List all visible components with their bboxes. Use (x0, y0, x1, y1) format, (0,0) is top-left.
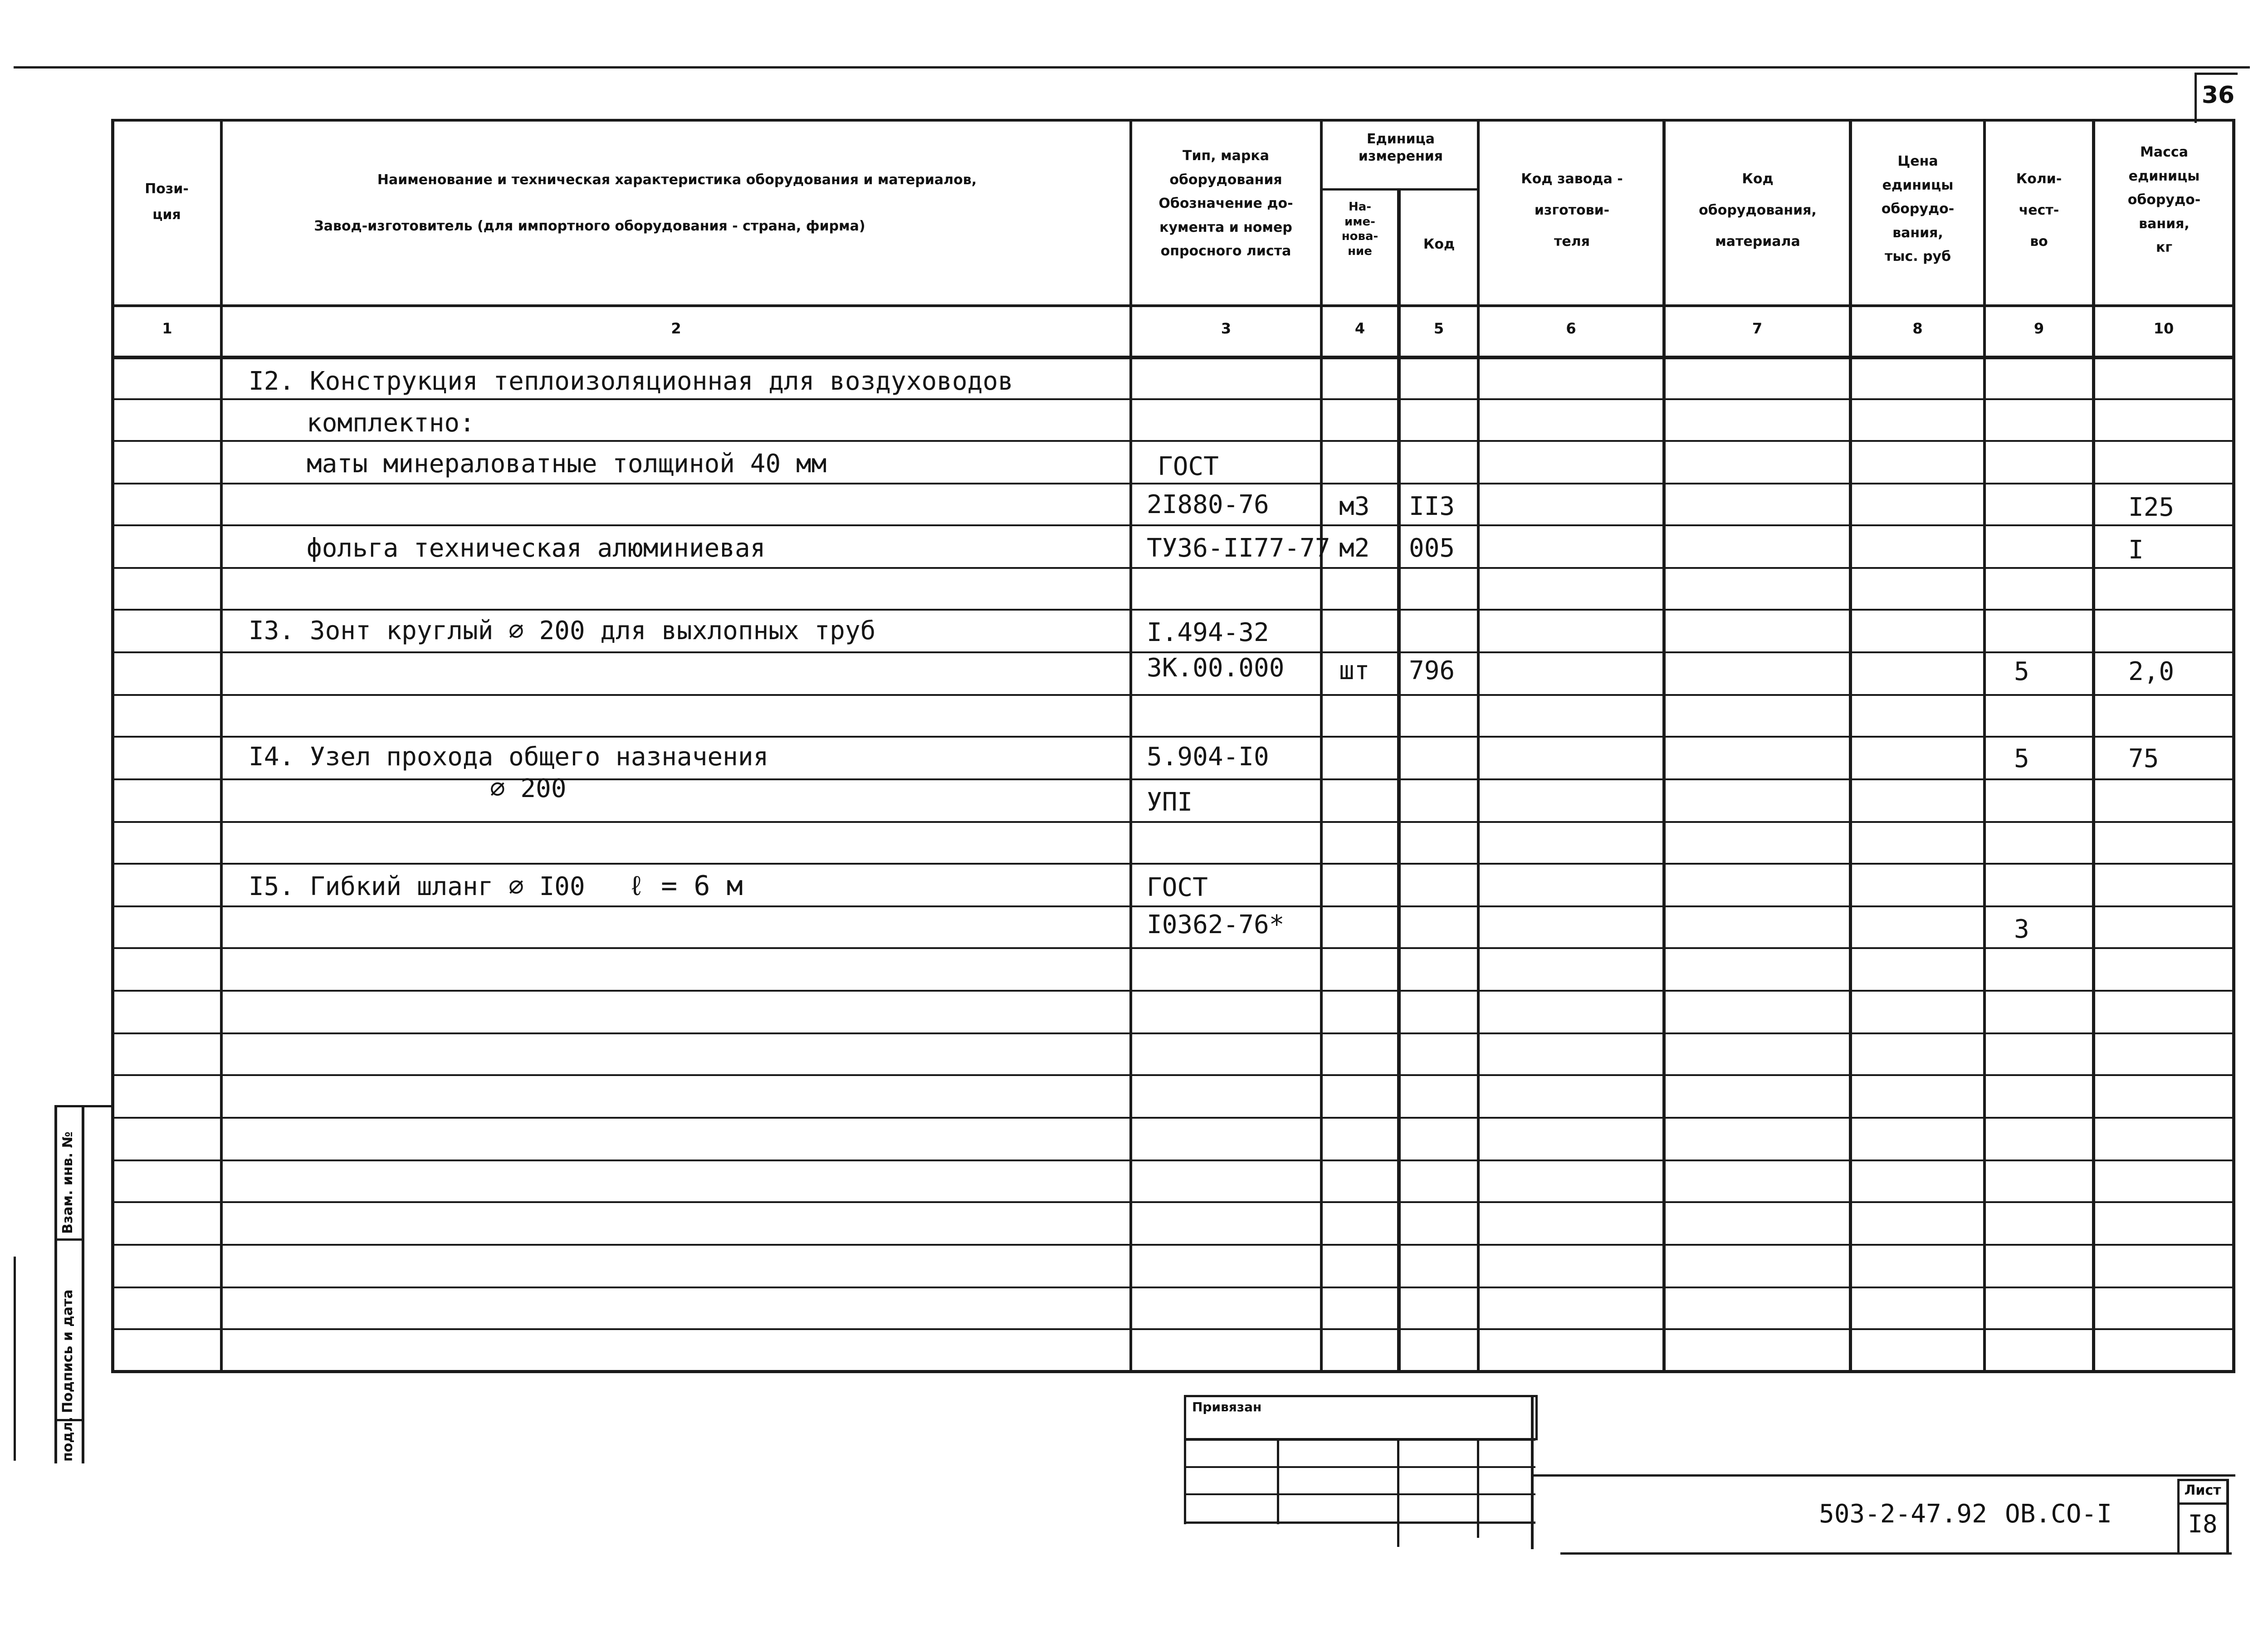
row-line (111, 1159, 2235, 1161)
row-line (111, 990, 2235, 992)
row-line (111, 440, 2235, 442)
document-mark: ОВ.СО-I (2005, 1499, 2112, 1529)
item-quantity: 3 (2014, 915, 2029, 944)
stamp-col (1531, 1395, 1534, 1549)
side-stamp-podl: подл. (60, 1417, 76, 1462)
stamp-col (1184, 1395, 1186, 1524)
side-stamp-vzam: Взам. инв. № (60, 1131, 76, 1234)
item-mass: 2,0 (2128, 657, 2175, 686)
column-number: 7 (1752, 320, 1763, 337)
row-line (111, 947, 2235, 949)
row-line (111, 609, 2235, 611)
sheet-box-right (2226, 1479, 2229, 1555)
item-name: ⌀ 200 (490, 774, 567, 803)
item-mass: 75 (2128, 744, 2159, 773)
item-doc: УПI (1147, 788, 1193, 817)
item-quantity: 5 (2014, 744, 2029, 773)
side-stamp-podpis: Подпись и дата (60, 1289, 76, 1413)
item-unit: м3 (1339, 492, 1370, 521)
item-name: фольга техническая алюминиевая (307, 533, 766, 563)
col-divider-6 (1662, 119, 1666, 1373)
row-line (111, 1117, 2235, 1119)
item-doc: I0362-76* (1147, 910, 1285, 939)
item-unit: шт (1339, 656, 1370, 685)
item-doc: ГОСТ (1147, 873, 1208, 902)
item-doc: I.494-32 (1147, 618, 1269, 647)
item-unit-code: 796 (1409, 656, 1455, 685)
header-unit-mass: Масса единицы оборудо- вания, кг (2127, 144, 2201, 255)
header-unit-code: Код (1423, 236, 1455, 252)
header-type-doc: Тип, марка оборудования Обозначение до- кумента и номер опросного листа (1158, 148, 1293, 259)
sheet-number: I8 (2188, 1510, 2218, 1538)
privyazan-label: Привязан (1192, 1399, 1262, 1414)
side-stamp-top (54, 1105, 111, 1107)
row-line (111, 567, 2235, 569)
column-number: 9 (2033, 320, 2044, 337)
row-line (111, 1074, 2235, 1076)
header-equipment-code: Код оборудования, материала (1699, 171, 1817, 250)
item-unit-code: II3 (1409, 492, 1455, 521)
col-divider-5 (1477, 119, 1480, 1373)
header-name-line2: Завод-изготовитель (для импортного оборудования - страна, фирма) (314, 218, 865, 234)
col-divider-3 (1320, 119, 1323, 1373)
row-line (111, 1244, 2235, 1246)
row-line (111, 863, 2235, 865)
item-doc: 5.904-I0 (1147, 742, 1269, 772)
table-bottom-border (111, 1370, 2235, 1373)
item-unit: м2 (1339, 533, 1370, 563)
row-line (111, 1328, 2235, 1330)
stamp-line (1184, 1466, 1535, 1468)
stamp-line (1184, 1438, 1535, 1441)
column-number: 4 (1354, 320, 1365, 337)
col-divider-9 (2092, 119, 2095, 1373)
table-top-border (111, 119, 2235, 122)
item-name: комплектно: (307, 408, 475, 438)
row-line (111, 483, 2235, 484)
row-line (111, 1032, 2235, 1034)
row-line (111, 736, 2235, 738)
row-line (111, 1287, 2235, 1288)
column-number: 3 (1221, 320, 1232, 337)
row-line (111, 905, 2235, 907)
header-bottom-rule (111, 304, 2235, 307)
stamp-col (1277, 1438, 1279, 1524)
header-unit-name: На- име- нова- ние (1341, 200, 1378, 258)
row-line (111, 1201, 2235, 1203)
row-line (111, 524, 2235, 526)
side-stamp-divider (54, 1238, 84, 1241)
item-mass: I (2128, 535, 2144, 565)
side-stamp-frame-left (54, 1105, 57, 1463)
header-unit-group: Единица измерения (1358, 131, 1443, 164)
title-block-top (1533, 1474, 2235, 1477)
col-divider-8 (1983, 119, 1986, 1373)
col-divider-4 (1397, 188, 1401, 1373)
stamp-col (1397, 1438, 1399, 1547)
header-quantity: Коли- чест- во (2016, 171, 2062, 250)
stamp-line (1184, 1493, 1535, 1495)
column-number: 1 (162, 320, 172, 337)
title-block-bottom (1560, 1552, 2232, 1555)
item-mass: I25 (2128, 493, 2175, 522)
row-line (111, 398, 2235, 400)
item-name: маты минераловатные толщиной 40 мм (307, 449, 827, 479)
side-stamp-frame-mid (82, 1105, 84, 1463)
stamp-col (1477, 1438, 1479, 1538)
item-name: I5. Гибкий шланг ⌀ I00 (249, 872, 585, 901)
row-line (111, 778, 2235, 780)
stamp-line (1184, 1521, 1535, 1524)
item-name: I3. Зонт круглый ⌀ 200 для выхлопных труб (249, 616, 876, 646)
item-doc: 2I880-76 (1147, 490, 1269, 519)
top-rule (14, 66, 2250, 68)
column-number: 6 (1566, 320, 1576, 337)
item-doc: ТУ36-II77-77 (1147, 533, 1330, 563)
sheet-box-left (2177, 1479, 2180, 1555)
item-name-length: ℓ = 6 м (628, 870, 743, 902)
sheet-box-top (2177, 1479, 2229, 1481)
column-number: 5 (1433, 320, 1444, 337)
sheet-corner-number: 36 (2201, 82, 2235, 109)
row-line (111, 694, 2235, 696)
item-doc: ГОСТ (1158, 452, 1219, 481)
item-doc: 3К.00.000 (1147, 653, 1285, 683)
row-line (111, 821, 2235, 823)
col-divider-2 (1129, 119, 1132, 1373)
sheet-label: Лист (2184, 1482, 2221, 1498)
column-number: 10 (2153, 320, 2174, 337)
item-quantity: 5 (2014, 657, 2029, 686)
col-divider-7 (1849, 119, 1852, 1373)
item-name: I4. Узел прохода общего назначения (249, 742, 769, 772)
header-name-line1: Наименование и техническая характеристика оборудования и материалов, (377, 172, 977, 188)
header-unit-price: Цена единицы оборудо- вания, тыс. руб (1881, 153, 1955, 264)
column-number: 2 (671, 320, 681, 337)
document-number: 503-2-47.92 (1819, 1499, 1987, 1529)
column-number: 8 (1912, 320, 1923, 337)
sheet-box-mid (2177, 1502, 2229, 1505)
col-divider-1 (220, 119, 223, 1373)
colnum-bottom-rule (111, 356, 2235, 359)
side-margin-line (14, 1257, 16, 1461)
header-factory-code: Код завода - изготови- теля (1521, 171, 1623, 250)
header-position: Пози- ция (145, 181, 189, 223)
item-name: I2. Конструкция теплоизоляционная для воздуховодов (249, 367, 1013, 396)
item-unit-code: 005 (1409, 533, 1455, 563)
